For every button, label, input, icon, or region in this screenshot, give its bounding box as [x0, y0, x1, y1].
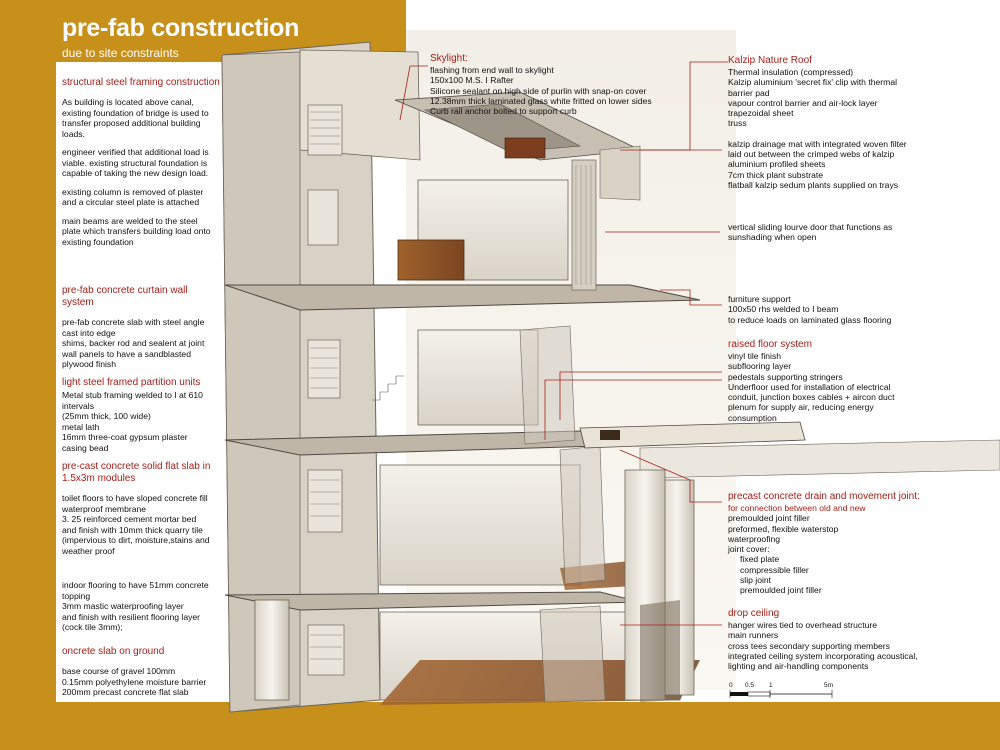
- text-line: Kalzip aluminium 'secret fix' clip with thermal: [728, 77, 898, 88]
- text-line: Silicone sealant on high side of purlin with snap-on cover: [430, 85, 647, 96]
- scale-label: 0.5: [745, 682, 755, 689]
- text-line: weather proof: [62, 545, 115, 556]
- text-line: vertical sliding lourve door that functions as: [728, 222, 893, 232]
- text-line: 7cm thick plant substrate: [728, 169, 824, 180]
- structural-title: structural steel framing construction: [62, 77, 220, 88]
- text-line: (cock tile 3mm);: [62, 622, 123, 632]
- structural-para: [62, 187, 222, 208]
- section-structural: [62, 77, 222, 255]
- text-line: waterproof membrane: [62, 503, 147, 514]
- text-line: 12.38mm thick laminated glass white fritted on lower sides: [430, 95, 652, 106]
- section-partition: [62, 377, 222, 461]
- text-line: premoulded joint filler: [728, 513, 810, 524]
- text-line: plywood finish: [62, 359, 116, 369]
- note-kalzip-roof: [728, 55, 907, 190]
- text-line: laid out between the crimped webs of kalzip: [728, 149, 895, 160]
- skylight-title: Skylight:: [430, 53, 468, 64]
- text-line: (impervious to dirt, moisture,stains and: [62, 535, 210, 545]
- text-line: truss: [728, 118, 747, 129]
- text-line: existing foundation of bridge is used to: [62, 107, 209, 118]
- text-line: existing column is removed of plaster: [62, 186, 204, 197]
- text-line: 200mm precast concrete flat slab: [62, 687, 189, 697]
- text-line: 150x100 M.S. I Rafter: [430, 75, 514, 86]
- text-line: base course of gravel 100mm: [62, 666, 176, 676]
- text-line: slip joint: [740, 575, 772, 586]
- text-line: viable. existing structural foundation is: [62, 157, 208, 168]
- section-flat-slab: [62, 461, 222, 641]
- text-line: pre-fab concrete slab with steel angle: [62, 317, 205, 327]
- structural-para: [62, 216, 222, 248]
- text-line: fixed plate: [740, 554, 780, 565]
- text-line: engineer verified that additional load is: [62, 147, 209, 157]
- text-line: integrated ceiling system incorporating acoustical,: [728, 650, 918, 661]
- text-line: furniture support: [728, 294, 791, 304]
- text-line: transfer proposed additional building: [62, 118, 201, 128]
- structural-para: [62, 147, 222, 179]
- text-line: and finish with 10mm thick quarry tile: [62, 524, 203, 535]
- ground-title: oncrete slab on ground: [62, 646, 165, 657]
- page-subtitle: due to site constraints: [62, 46, 179, 60]
- slab-para: [62, 493, 222, 556]
- text-line: metal lath: [62, 421, 100, 432]
- text-line: loads.: [62, 128, 85, 139]
- text-line: 0.15mm polyethylene moisture barrier: [62, 676, 207, 687]
- text-line: vinyl tile finish: [728, 351, 782, 361]
- text-line: main beams are welded to the steel: [62, 215, 198, 226]
- text-line: sunshading when open: [728, 232, 817, 243]
- text-line: cast into edge: [62, 327, 116, 338]
- text-line: to reduce loads on laminated glass flooring: [728, 314, 892, 325]
- raised-title: raised floor system: [728, 339, 812, 350]
- text-line: Metal stub framing welded to I at 610: [62, 390, 203, 400]
- text-line: capable of taking the new design load.: [62, 168, 209, 178]
- text-line: subflooring layer: [728, 361, 792, 372]
- structural-para: [62, 97, 222, 139]
- text-line: compressible filler: [740, 564, 809, 575]
- scale-bar-graphic: [724, 690, 844, 700]
- text-line: shims, backer rod and sealent at joint: [62, 338, 205, 348]
- scale-label: 0: [729, 682, 733, 689]
- text-line: flatball kalzip sedum plants supplied on trays: [728, 179, 899, 190]
- text-line: trapezoidal sheet: [728, 108, 794, 119]
- page-title: pre-fab construction: [62, 14, 300, 42]
- ground-para: [62, 666, 222, 698]
- text-line: casing bead: [62, 442, 109, 453]
- ceiling-title: drop ceiling: [728, 608, 780, 619]
- partition-title: light steel framed partition units: [62, 377, 201, 388]
- text-line: 100x50 rhs welded to I beam: [728, 304, 839, 315]
- text-line: 16mm three-coat gypsum plaster: [62, 432, 188, 442]
- text-line: and finish with resilient flooring layer: [62, 611, 201, 622]
- curtain-para: [62, 317, 222, 370]
- section-slab-on-ground: [62, 646, 222, 706]
- text-line: flashing from end wall to skylight: [430, 65, 554, 75]
- note-louvre-door: [728, 222, 892, 243]
- text-line: indoor flooring to have 51mm concrete: [62, 580, 209, 590]
- text-line: Curb rail anchor bolted to support curb: [430, 106, 577, 117]
- text-line: As building is located above canal,: [62, 97, 194, 107]
- note-raised-floor: [728, 339, 895, 423]
- text-line: hanger wires tied to overhead structure: [728, 620, 878, 630]
- drain-title: precast concrete drain and movement joint:: [728, 491, 920, 502]
- text-line: vapour control barrier and air-lock layer: [728, 97, 878, 108]
- text-line: consumption: [728, 412, 777, 423]
- text-line: topping: [62, 590, 91, 601]
- slab-para: [62, 580, 222, 633]
- text-line: wall panels to have a sandblasted: [62, 348, 191, 359]
- text-line: barrier pad: [728, 87, 770, 98]
- text-line: plate which transfers building load onto: [62, 226, 211, 236]
- text-line: plenum for supply air, reducing energy: [728, 402, 874, 413]
- text-line: preformed, flexible waterstop: [728, 523, 839, 534]
- text-line: intervals: [62, 400, 94, 411]
- slab-title: pre-cast concrete solid flat slab in 1.5x3m modules: [62, 461, 211, 484]
- text-line: premoulded joint filler: [740, 585, 822, 596]
- note-drop-ceiling: [728, 608, 918, 671]
- text-line: Underfloor used for installation of electrical: [728, 381, 891, 392]
- scale-label: 1: [769, 682, 773, 689]
- text-line: Thermal insulation (compressed): [728, 67, 854, 77]
- text-line: toilet floors to have sloped concrete fill: [62, 493, 208, 503]
- note-skylight: [430, 53, 652, 116]
- text-line: main runners: [728, 630, 779, 641]
- note-furniture-support: [728, 294, 891, 325]
- text-line: (25mm thick, 100 wide): [62, 411, 151, 421]
- roof-title: Kalzip Nature Roof: [728, 55, 812, 66]
- note-drain-joint: [728, 491, 920, 596]
- scale-label: 5m: [824, 682, 834, 689]
- partition-para: [62, 390, 222, 453]
- text-line: and a circular steel plate is attached: [62, 197, 200, 207]
- text-line: joint cover:: [728, 544, 770, 555]
- drain-subtitle: for connection between old and new: [728, 503, 866, 513]
- curtain-title: pre-fab concrete curtain wall system: [62, 285, 188, 308]
- section-curtain-wall: [62, 285, 222, 378]
- text-line: conduit, junction boxes cables + aircon duct: [728, 392, 895, 403]
- text-line: aluminium profiled sheets: [728, 159, 826, 170]
- text-line: kalzip drainage mat with integrated woven filter: [728, 138, 907, 149]
- text-line: pedestals supporting stringers: [728, 371, 843, 382]
- text-line: 3. 25 reinforced cement mortar bed: [62, 514, 197, 524]
- text-line: cross tees secondary supporting members: [728, 640, 890, 651]
- text-line: 3mm mastic waterproofing layer: [62, 601, 184, 611]
- text-line: waterproofing: [728, 533, 781, 544]
- text-line: existing foundation: [62, 236, 134, 247]
- text-line: lighting and air-handling components: [728, 661, 869, 672]
